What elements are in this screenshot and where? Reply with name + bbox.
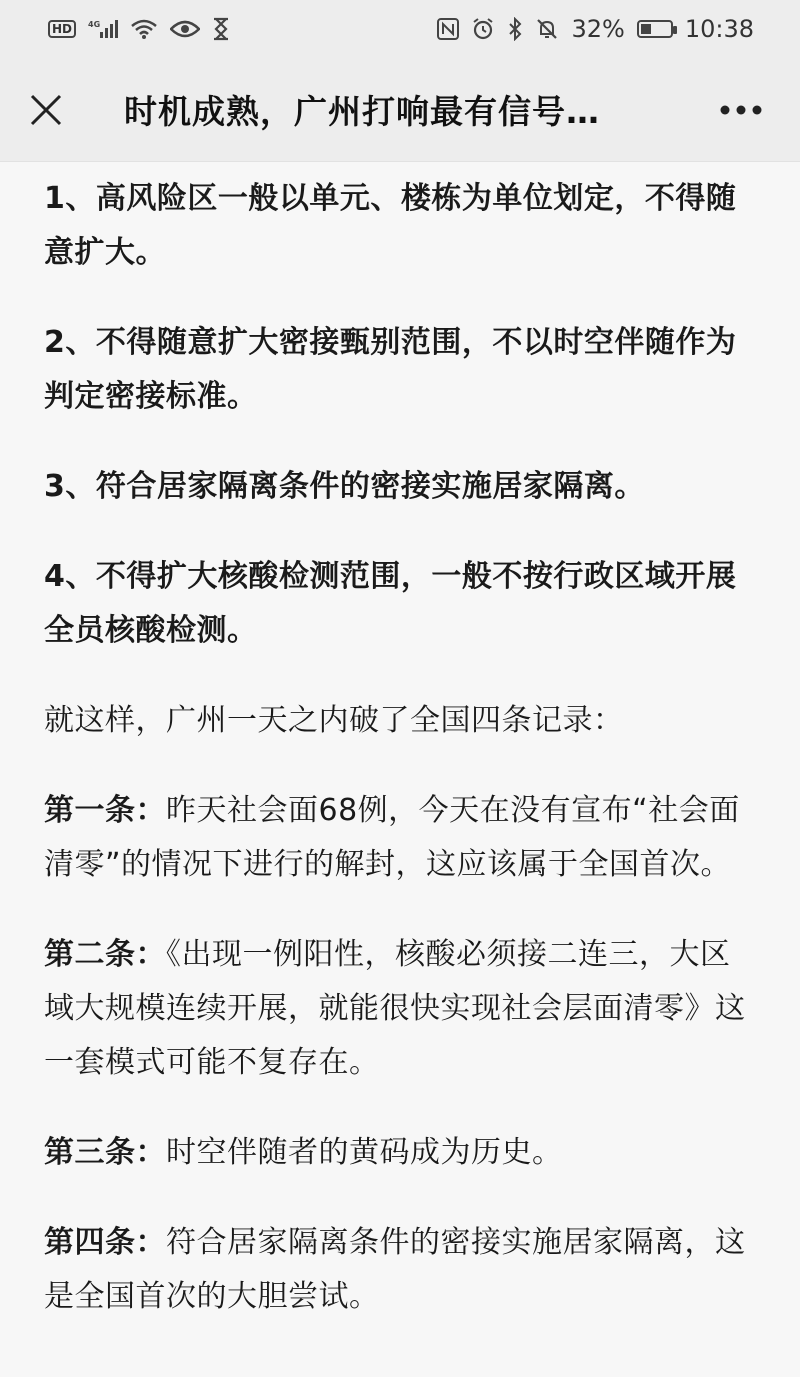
- eye-icon: [170, 19, 200, 39]
- more-button[interactable]: [716, 90, 766, 130]
- hd-icon: HD: [48, 20, 76, 38]
- record-paragraph: [44, 784, 756, 892]
- wifi-icon: [130, 18, 158, 40]
- article-item: 2、不得随意扩大密接甄别范围，不以时空伴随作为判定密接标准。: [44, 325, 737, 414]
- record-text: 《出现一例阳性，核酸必须接二连三，大区域大规模连续开展，就能很快实现社会层面清零》这一套模式可能不复存在。: [44, 937, 746, 1080]
- battery-icon: [637, 20, 673, 38]
- record-lead: 第三条：: [44, 1135, 166, 1170]
- record-paragraph: [44, 1216, 756, 1324]
- record-paragraph: [44, 928, 756, 1090]
- record-lead: 第二条：: [44, 937, 166, 972]
- status-left: [48, 17, 230, 41]
- clock: 10:38: [684, 15, 754, 43]
- status-right: [437, 15, 754, 43]
- record-paragraph: [44, 1126, 756, 1180]
- close-button[interactable]: [26, 90, 66, 130]
- close-icon: [29, 93, 63, 127]
- svg-text:4G: 4G: [88, 20, 101, 29]
- article-item: 1、高风险区一般以单元、楼栋为单位划定，不得随意扩大。: [44, 181, 737, 270]
- page-title: 时机成熟，广州打响最有信号…: [124, 92, 600, 131]
- article-item: 3、符合居家隔离条件的密接实施居家隔离。: [44, 469, 645, 504]
- mute-icon: [535, 17, 559, 41]
- record-lead: 第一条：: [44, 793, 166, 828]
- nfc-icon: [437, 18, 459, 40]
- hourglass-icon: [212, 17, 230, 41]
- bluetooth-icon: [507, 17, 523, 41]
- alarm-icon: [471, 17, 495, 41]
- record-text: 时空伴随者的黄码成为历史。: [166, 1135, 563, 1170]
- record-lead: 第四条：: [44, 1225, 166, 1260]
- nav-bar: [0, 58, 800, 162]
- article-content: [0, 162, 800, 1324]
- more-icon: [719, 104, 763, 116]
- article-item: 4、不得扩大核酸检测范围，一般不按行政区域开展全员核酸检测。: [44, 559, 737, 648]
- record-text: 昨天社会面68例，今天在没有宣布“社会面清零”的情况下进行的解封，这应该属于全国首次。: [44, 793, 740, 882]
- signal-4g-icon: [88, 18, 118, 40]
- status-bar: [0, 0, 800, 58]
- battery-percent: 32%: [571, 15, 625, 43]
- record-text: 符合居家隔离条件的密接实施居家隔离，这是全国首次的大胆尝试。: [44, 1225, 746, 1314]
- article-intro: 就这样，广州一天之内破了全国四条记录：: [44, 703, 624, 738]
